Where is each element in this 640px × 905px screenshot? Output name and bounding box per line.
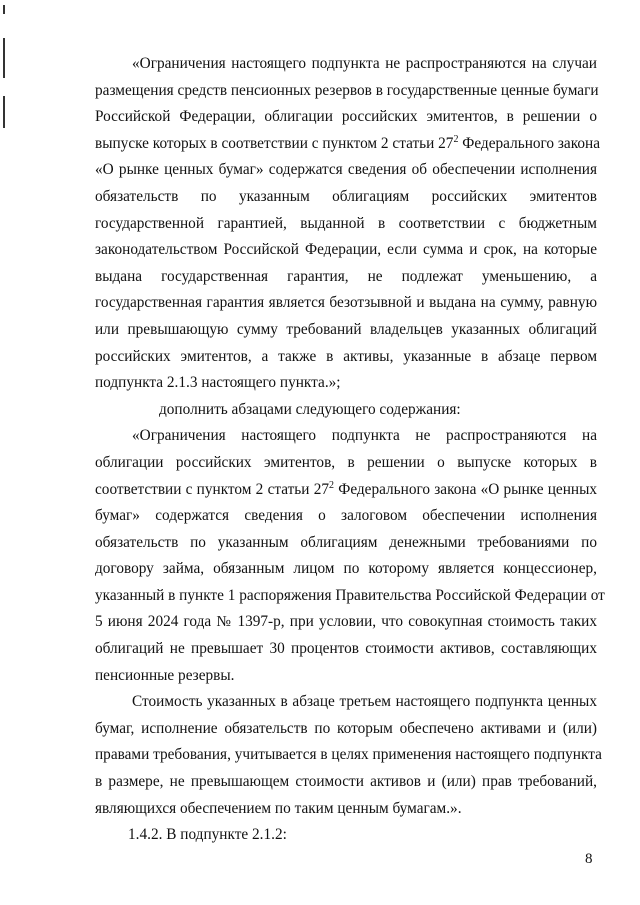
text-line: размещения средств пенсионных резервов в государственные ценные бумаги [95, 81, 599, 99]
paragraph-securities-value [95, 689, 602, 822]
text-line: выдана государственная гарантия, не подлежат уменьшению, а [95, 267, 597, 285]
text-fragment: выпуске которых в соответствии с пунктом 2 статьи 27 [95, 134, 454, 152]
text-line [95, 477, 597, 504]
text-line: государственной гарантией, выданной в соответствии с бюджетным [95, 214, 597, 232]
text-fragment: Федерального закона [458, 134, 601, 152]
text-line: Российской Федерации, облигации российских эмитентов, в решении о [95, 108, 597, 126]
text-line: Стоимость указанных в абзаце третьем настоящего подпункта ценных [132, 693, 597, 711]
text-line: договору займа, обязанным лицом по которому является концессионер, [95, 560, 597, 578]
text-line: правами требования, учитывается в целях применения настоящего подпункта [95, 746, 602, 764]
text-line: государственная гарантия является безотзывной и выдана на сумму, равную [95, 294, 597, 312]
page-number: 8 [585, 851, 593, 867]
paragraph-add-clauses [95, 397, 597, 424]
text-line: указанный в пункте 1 распоряжения Правительства Российской Федерации от [95, 586, 605, 604]
paragraph-subclause-heading [95, 822, 597, 849]
text-line: законодательством Российской Федерации, если сумма и срок, на которые [95, 241, 597, 259]
scan-margin-mark [3, 5, 5, 14]
text-fragment: соответствии с пунктом 2 статьи 27 [95, 480, 329, 498]
scan-margin-mark [3, 96, 5, 128]
text-line: облигаций не превышает 30 процентов стоимости активов, составляющих [95, 640, 597, 658]
text-line: обязательств по указанным облигациям российских эмитентов [95, 187, 597, 205]
text-line: 1.4.2. В подпункте 2.1.2: [128, 826, 287, 844]
text-line: «О рынке ценных бумаг» содержатся сведения об обеспечении исполнения [95, 161, 597, 179]
text-line: облигации российских эмитентов, в решении о выпуске которых в [95, 453, 597, 471]
text-line: дополнить абзацами следующего содержания: [159, 400, 461, 418]
superscript: 2 [329, 479, 334, 491]
scan-margin-mark [3, 38, 5, 78]
text-line: в размере, не превышающем стоимости активов и (или) прав требований, [95, 773, 597, 791]
paragraph-pension-restrictions [95, 51, 601, 397]
document-body [95, 51, 605, 849]
superscript: 2 [453, 133, 459, 145]
text-fragment: Федерального закона «О рынке ценных [334, 480, 597, 498]
text-line: обязательств по указанным облигациям денежными требованиями по [95, 533, 597, 551]
text-line: бумаг» содержатся сведения о залоговом обеспечении исполнения [95, 507, 597, 525]
text-line: 5 июня 2024 года № 1397-р, при условии, что совокупная стоимость таких [95, 613, 597, 631]
text-line: пенсионные резервы. [95, 666, 235, 684]
text-line: «Ограничения настоящего подпункта не распространяются на [132, 427, 597, 445]
paragraph-bond-restrictions [95, 423, 605, 689]
text-line: являющихся обеспечением по таким ценным бумагам.». [95, 799, 462, 817]
text-line: подпункта 2.1.3 настоящего пункта.»; [95, 374, 341, 392]
text-line [95, 131, 601, 158]
text-line: бумаг, исполнение обязательств по которым обеспечено активами и (или) [95, 719, 597, 737]
text-line: российских эмитентов, а также в активы, указанные в абзаце первом [95, 347, 597, 365]
text-line: «Ограничения настоящего подпункта не распространяются на случаи [132, 55, 597, 72]
text-line: или превышающую сумму требований владельцев указанных облигаций [95, 320, 597, 338]
